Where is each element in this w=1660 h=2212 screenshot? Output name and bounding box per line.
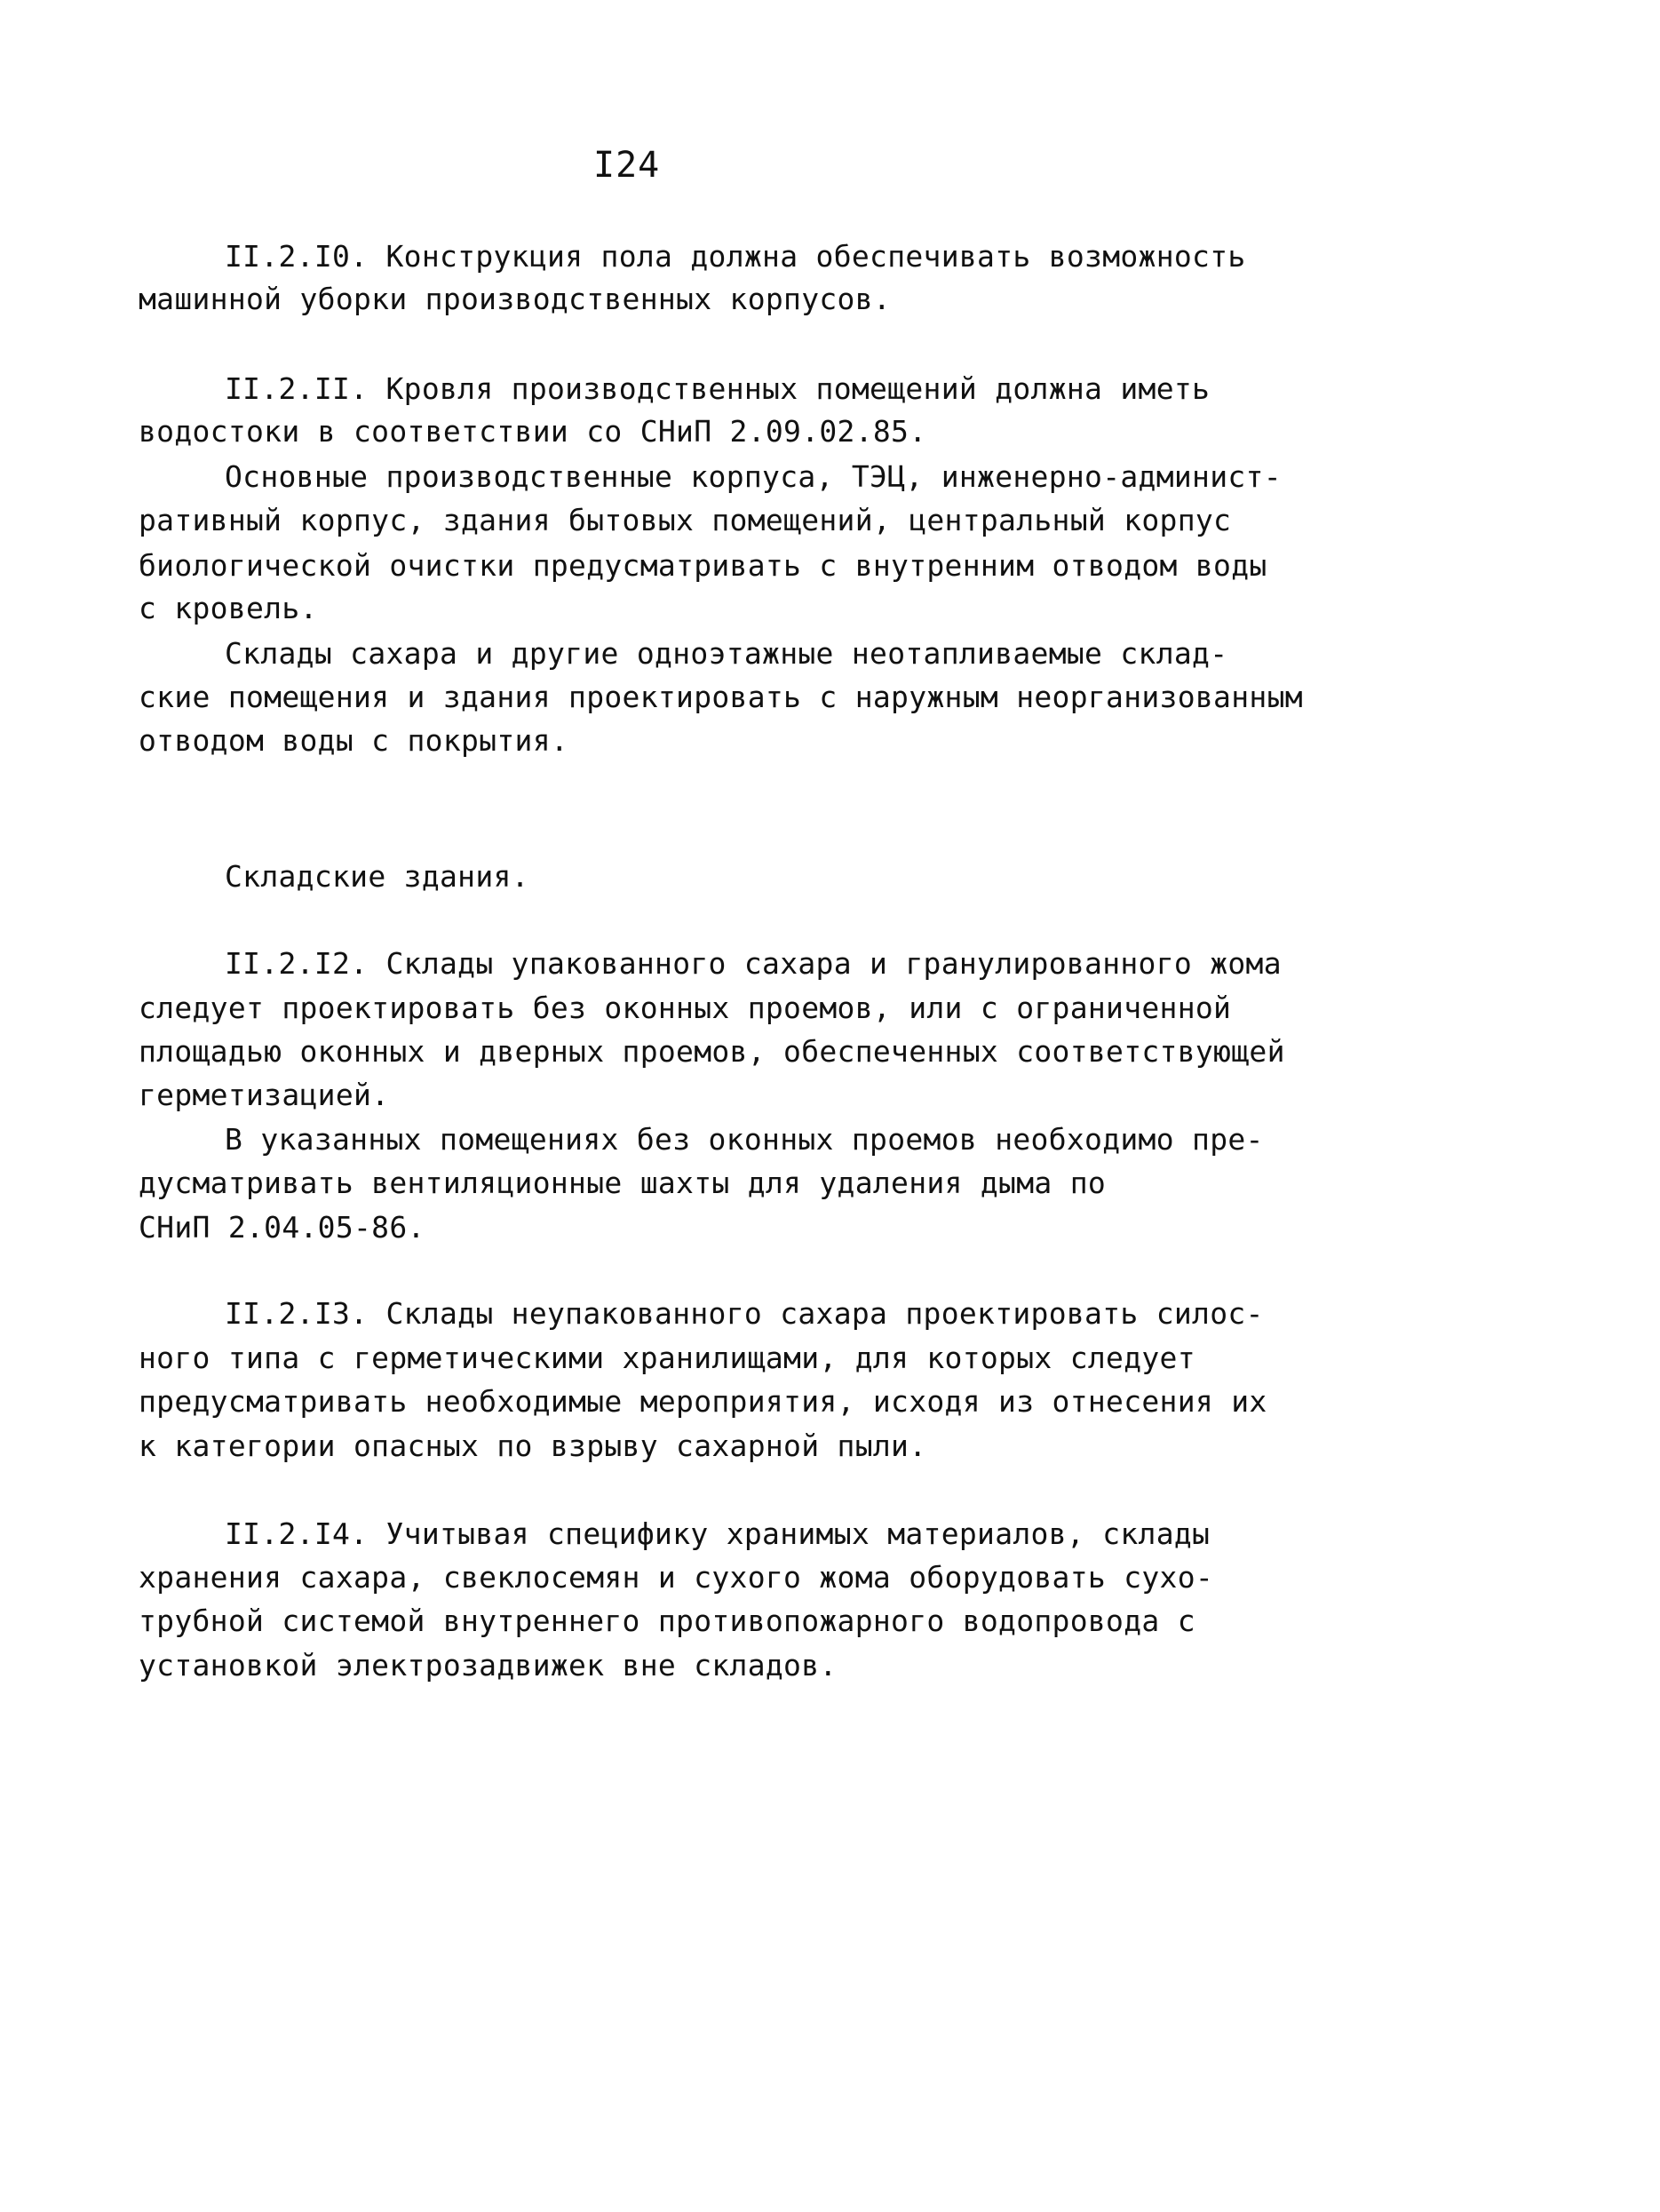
p-11-2-14-line-4: установкой электрозадвижек вне складов. xyxy=(139,1648,838,1683)
p-11-2-14-line-3: трубной системой внутреннего противопожарного водопровода с xyxy=(139,1603,1195,1638)
p-11-2-12-line-3: площадью оконных и дверных проемов, обеспеченных соответствующей xyxy=(139,1034,1285,1069)
page-number: I24 xyxy=(593,145,661,186)
p-11-2-11-line-8: ские помещения и здания проектировать с наружным неорганизованным xyxy=(139,680,1303,714)
p-11-2-11-line-3: Основные производственные корпуса, ТЭЦ, инженерно-админист- xyxy=(225,459,1282,494)
p-11-2-11-line-2: водостоки в соответствии со СНиП 2.09.02.85. xyxy=(139,414,927,449)
p-11-2-11-line-4: ративный корпус, здания бытовых помещений, центральный корпус xyxy=(139,503,1232,537)
p-11-2-12-line-4: герметизацией. xyxy=(139,1078,390,1112)
p-11-2-11-line-7: Склады сахара и другие одноэтажные неотапливаемые склад- xyxy=(225,636,1228,671)
p-11-2-13-line-4: к категории опасных по взрыву сахарной пыли. xyxy=(139,1428,927,1463)
p-11-2-10-line-2: машинной уборки производственных корпусов. xyxy=(139,282,892,316)
p-11-2-11-line-6: с кровель. xyxy=(139,591,318,625)
p-11-2-10-line-1: II.2.I0. Конструкция пола должна обеспечивать возможность xyxy=(225,239,1246,274)
p-11-2-12-line-6: дусматривать вентиляционные шахты для удаления дыма по xyxy=(139,1166,1107,1200)
p-11-2-14-line-1: II.2.I4. Учитывая специфику хранимых материалов, склады xyxy=(225,1516,1211,1551)
p-11-2-13-line-3: предусматривать необходимые мероприятия, исходя из отнесения их xyxy=(139,1384,1267,1419)
p-11-2-13-line-2: ного типа с герметическими хранилищами, для которых следует xyxy=(139,1341,1195,1375)
p-11-2-11-line-5: биологической очистки предусматривать с внутренним отводом воды xyxy=(139,548,1267,583)
section-heading: Складские здания. xyxy=(225,859,529,894)
p-11-2-13-line-1: II.2.I3. Склады неупакованного сахара проектировать силос- xyxy=(225,1296,1264,1331)
p-11-2-12-line-5: В указанных помещениях без оконных проемов необходимо пре- xyxy=(225,1122,1264,1157)
p-11-2-12-line-7: СНиП 2.04.05-86. xyxy=(139,1210,425,1245)
p-11-2-11-line-1: II.2.II. Кровля производственных помещений должна иметь xyxy=(225,371,1211,406)
p-11-2-12-line-2: следует проектировать без оконных проемов, или с ограниченной xyxy=(139,991,1232,1025)
p-11-2-14-line-2: хранения сахара, свеклосемян и сухого жома оборудовать сухо- xyxy=(139,1560,1214,1595)
p-11-2-11-line-9: отводом воды с покрытия. xyxy=(139,723,569,758)
p-11-2-12-line-1: II.2.I2. Склады упакованного сахара и гранулированного жома xyxy=(225,946,1282,981)
